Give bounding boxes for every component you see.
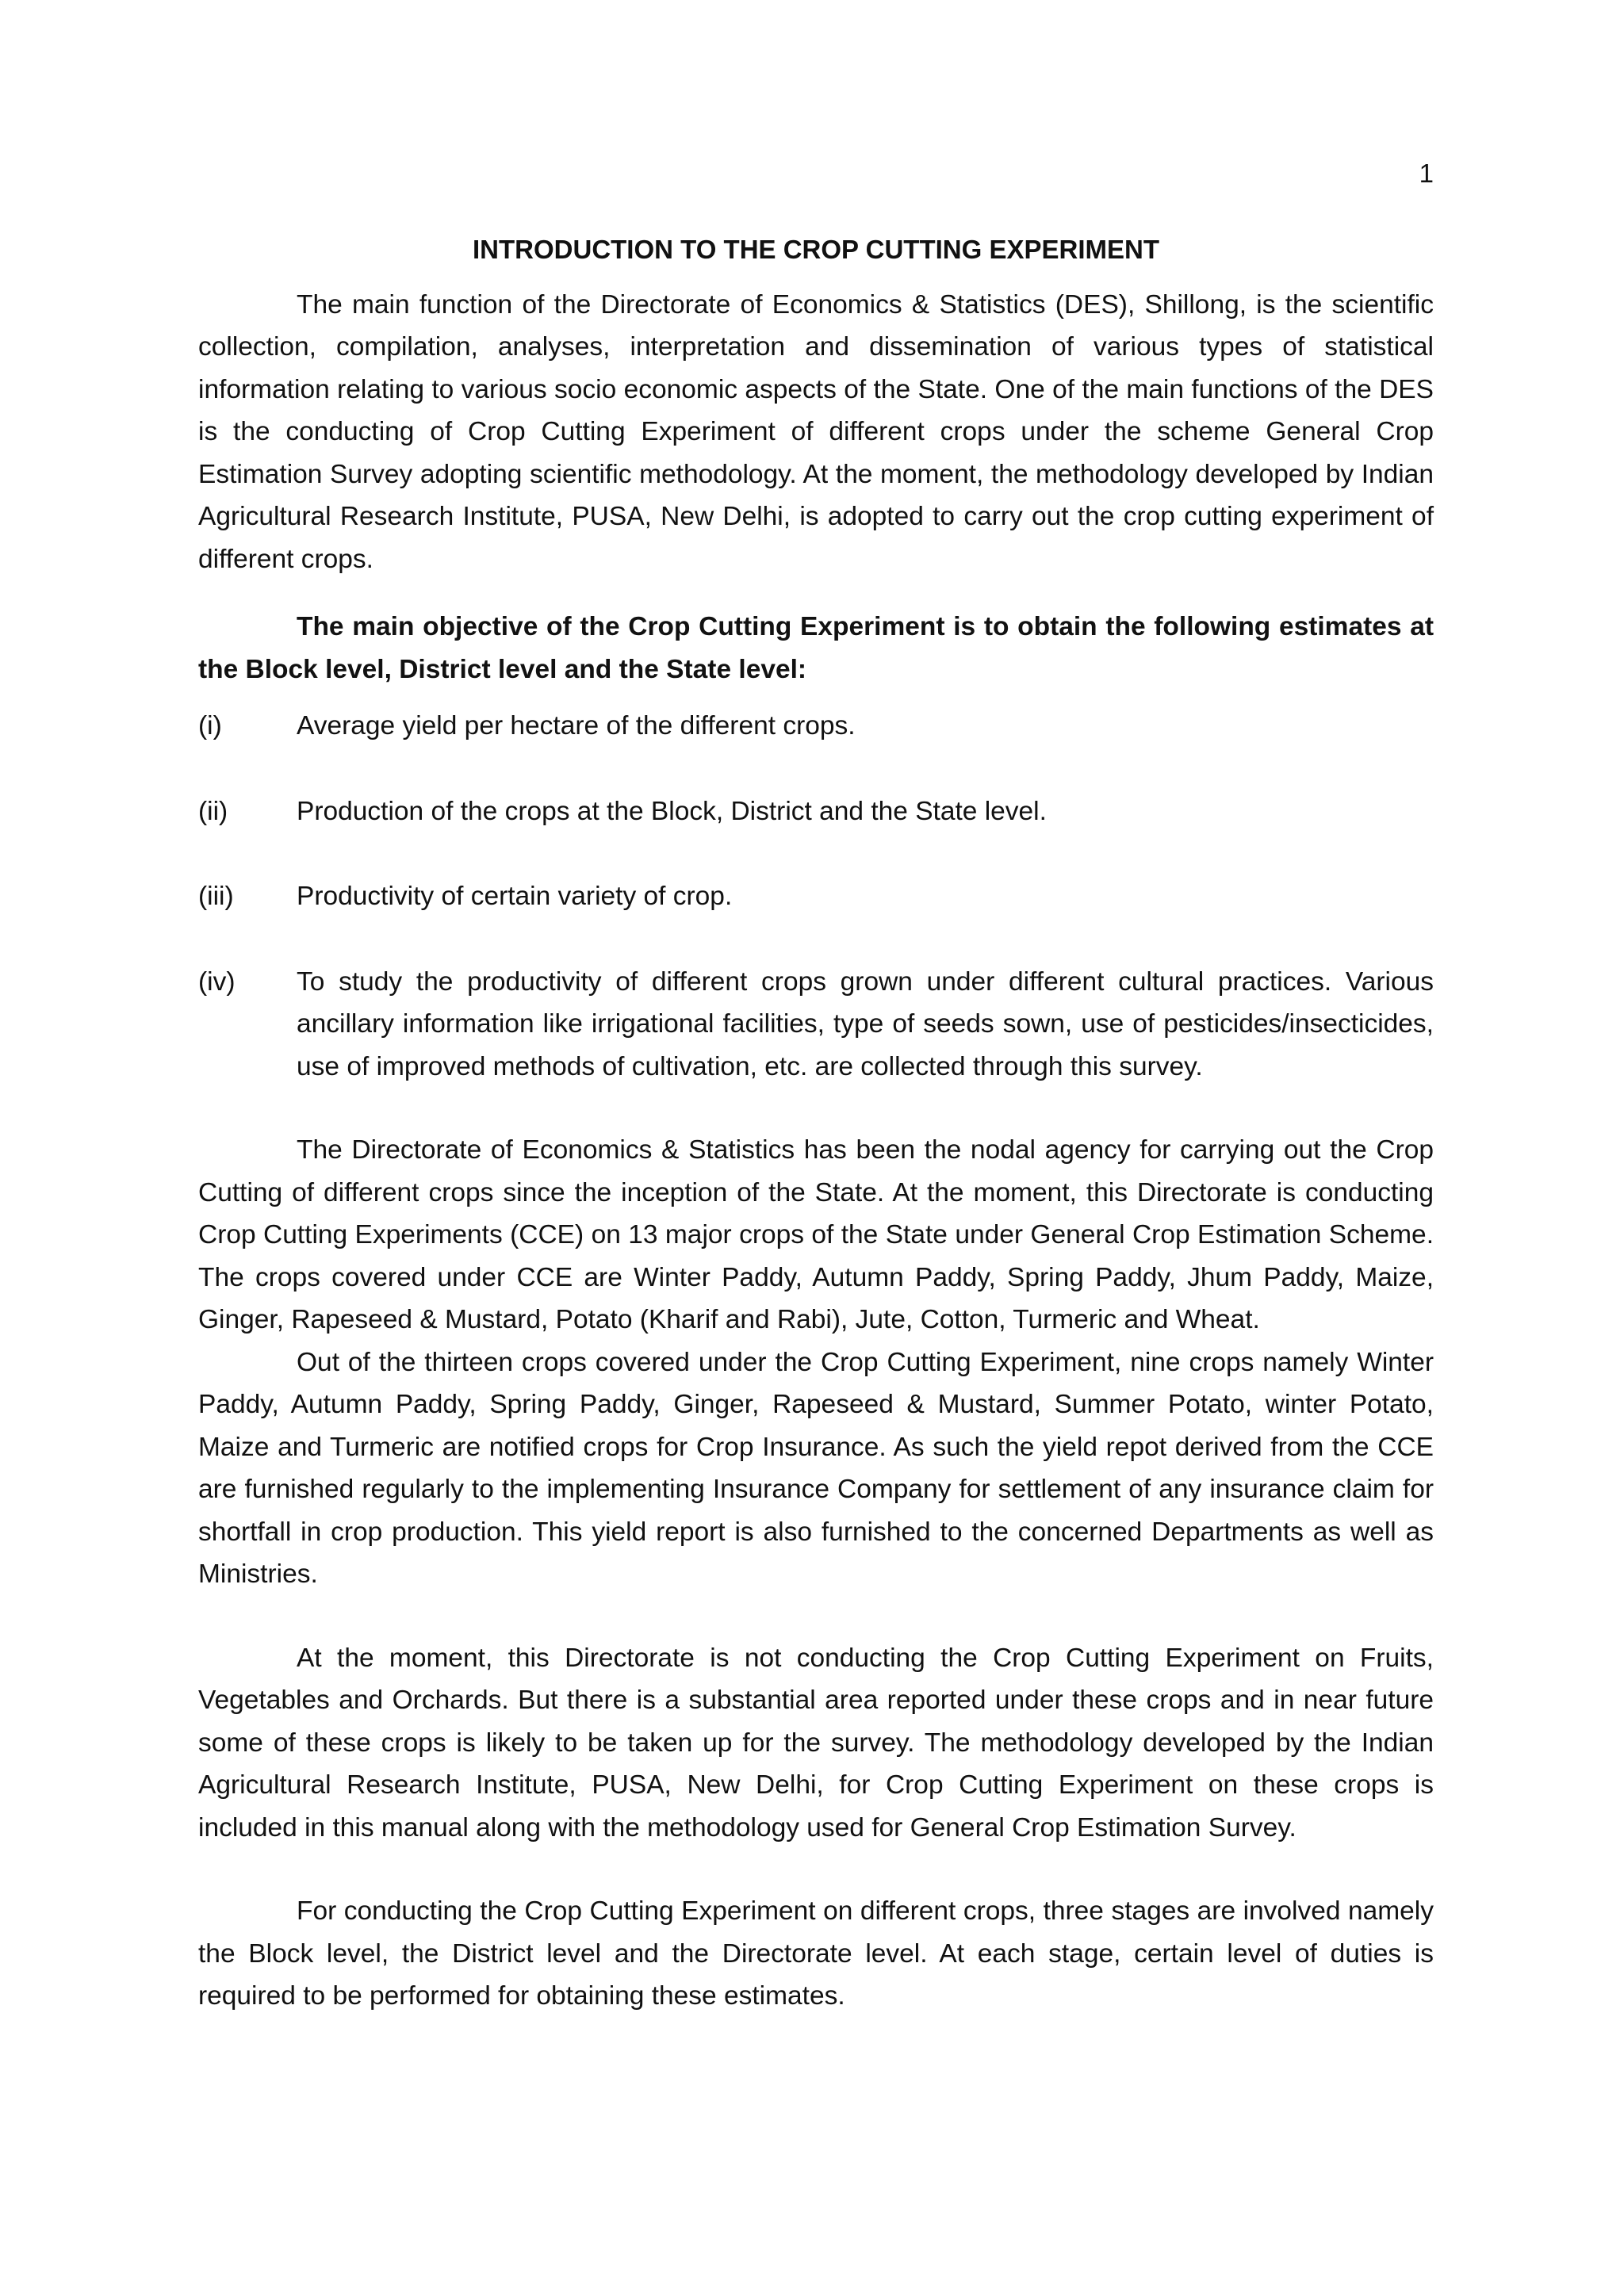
- page-number: 1: [1419, 159, 1434, 188]
- insurance-paragraph: Out of the thirteen crops covered under the Crop Cutting Experiment, nine crops namely Winter Paddy, Autumn Paddy, Spring Paddy, Ginger, Rapeseed & Mustard, Summer Potato, winter Potato, Maize and Turmeric are notified crops for Crop Insurance. As such the yield repot derived from the CCE are furnished regularly to the implementing Insurance Company for settlement of any insurance claim for shortfall in crop production. This yield report is also furnished to the concerned Departments as well as Ministries.: [198, 1347, 1434, 1589]
- objective-paragraph: The main objective of the Crop Cutting Experiment is to obtain the following estimates at the Block level, District level and the State level:: [198, 612, 1434, 684]
- list-item: [198, 875, 1434, 918]
- list-item-number: (iv): [198, 966, 236, 997]
- list-item-number: (iii): [198, 882, 234, 911]
- page-title: INTRODUCTION TO THE CROP CUTTING EXPERIMENT: [473, 235, 1159, 264]
- list-item-text: Average yield per hectare of the different crops.: [297, 711, 856, 740]
- list-item: [198, 790, 1434, 833]
- nodal-agency-paragraph: The Directorate of Economics & Statistics has been the nodal agency for carrying out the Crop Cutting of different crops since the inception of the State. At the moment, this Directorate is conducting Crop Cutting Experiments (CCE) on 13 major crops of the State under General Crop Estimation Scheme. The crops covered under CCE are Winter Paddy, Autumn Paddy, Spring Paddy, Jhum Paddy, Maize, Ginger, Rapeseed & Mustard, Potato (Kharif and Rabi), Jute, Cotton, Turmeric and Wheat.: [198, 1135, 1434, 1334]
- list-item-number: (i): [198, 711, 222, 740]
- stages-paragraph: For conducting the Crop Cutting Experiment on different crops, three stages are involved namely the Block level, the District level and the Directorate level. At each stage, certain level of duties is required to be performed for obtaining these estimates.: [198, 1896, 1434, 2011]
- list-item-text: To study the productivity of different crops grown under different cultural practices. Various ancillary information like irrigational facilities, type of seeds sown, use of pesticides/insecticides, use of improved methods of cultivation, etc. are collected through this survey.: [297, 966, 1434, 1081]
- list-item: [198, 705, 1434, 748]
- fruits-paragraph: At the moment, this Directorate is not conducting the Crop Cutting Experiment on Fruits, Vegetables and Orchards. But there is a substantial area reported under these crops and in near future some of these crops is likely to be taken up for the survey. The methodology developed by the Indian Agricultural Research Institute, PUSA, New Delhi, for Crop Cutting Experiment on these crops is included in this manual along with the methodology used for General Crop Estimation Survey.: [198, 1643, 1434, 1843]
- document-body: [198, 228, 1434, 2018]
- list-item-number: (ii): [198, 796, 228, 826]
- objectives-list: [198, 705, 1434, 1088]
- intro-paragraph: The main function of the Directorate of Economics & Statistics (DES), Shillong, is the scientific collection, compilation, analyses, interpretation and dissemination of various types of statistical information relating to various socio economic aspects of the State. One of the main functions of the DES is the conducting of Crop Cutting Experiment of different crops under the scheme General Crop Estimation Survey adopting scientific methodology. At the moment, the methodology developed by Indian Agricultural Research Institute, PUSA, New Delhi, is adopted to carry out the crop cutting experiment of different crops.: [198, 289, 1434, 574]
- list-item-text: Productivity of certain variety of crop.: [297, 882, 733, 911]
- list-item: [198, 961, 1434, 1089]
- list-item-text: Production of the crops at the Block, District and the State level.: [297, 796, 1047, 826]
